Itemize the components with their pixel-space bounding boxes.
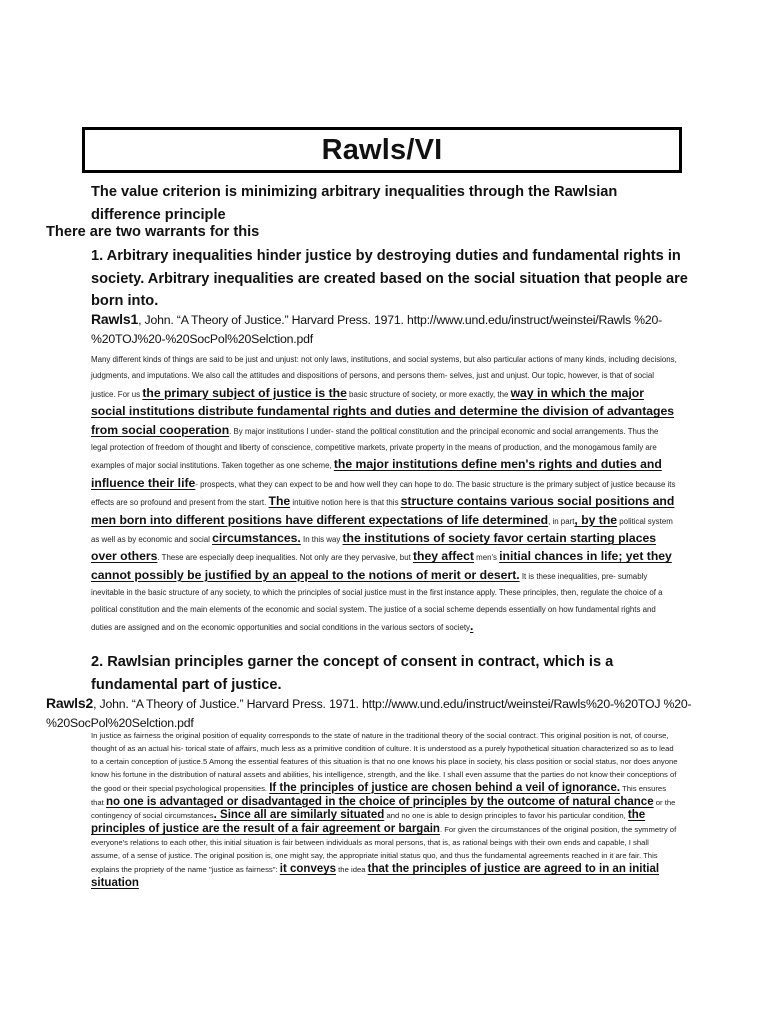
- page-title: Rawls/VI: [321, 133, 443, 166]
- underlined-evidence: it conveys: [279, 863, 337, 876]
- warrant2-cite-text: , John. “A Theory of Justice.” Harvard Press. 1971. http://www.und.edu/instruct/weinstei/Rawls%20-%20TOJ %20-%20SocPol%20Selction.pdf: [46, 697, 692, 730]
- underlined-evidence: the institutions of society favor certain starting places over others: [91, 531, 657, 564]
- warrant1-heading: 1. Arbitrary inequalities hinder justice by destroying duties and fundamental rights in society. Arbitrary inequalities are created based on the social situation that people are born into.: [91, 248, 688, 309]
- card-text: basic structure of society, or more exactly, the: [346, 389, 511, 399]
- card-text: . These are especially deep inequalities. Not only are they pervasive, but: [157, 553, 413, 563]
- warrants-intro: There are two warrants for this: [46, 224, 260, 240]
- warrant1-card: [91, 352, 677, 637]
- underlined-evidence: that the principles of justice are agreed to in an initial situation: [91, 863, 660, 889]
- warrant2-card: [91, 730, 679, 891]
- card-text: political system as well as by economic and social: [91, 516, 673, 545]
- underlined-evidence: The: [268, 494, 291, 509]
- card-text: It is these inequalities, pre- sumably inevitable in the basic structure of any society, to which the principles of social justice must in the first instance apply. These principles, then, regulate the choice of a political constitution and the main elements of the economic and social system. The justice of a social scheme depends essentially on how fundamental rights and duties are assigned and on the economic opportunities and social conditions in the various sectors of society: [91, 571, 663, 633]
- title-box: [82, 127, 682, 173]
- card-text: Many different kinds of things are said to be just and unjust: not only laws, institutions, and social systems, but also particular actions of many kinds, including decisions, judgments, and imputations. We also call the attitudes and dispositions of persons, and persons them- selves, just and unjust. Our topic, however, is that of social justice. For us: [91, 355, 677, 399]
- card-text: . For given the circumstances of the original position, the symmetry of everyone's relations to each other, this initial situation is fair between individuals as moral persons, that is, as rational beings with their own ends and capable, I shall assume, of a sense of justice. The original position is, one might say, the appropriate initial status quo, and thus the fundamental agreements reached in it are fair. This explains the propriety of the name "justice as fairness":: [91, 825, 677, 875]
- underlined-evidence: .: [469, 619, 474, 634]
- underlined-evidence: initial chances in life; yet they cannot possibly be justified by an appeal to the notions of merit or desert.: [91, 549, 672, 582]
- card-text: This ensures that: [91, 783, 667, 807]
- card-text: - prospects, what they can expect to be and how well they can hope to do. The basic structure is the primary subject of justice because its effects are so profound and present from the start.: [91, 479, 676, 508]
- warrant1-cite-tag: Rawls1: [91, 311, 139, 327]
- underlined-evidence: . Since all are similarly situated: [213, 809, 385, 822]
- warrant2-citation: [46, 694, 712, 733]
- card-text: In this way: [300, 535, 343, 545]
- underlined-evidence: the primary subject of justice is the: [142, 385, 347, 400]
- value-criterion: The value criterion is minimizing arbitrary inequalities through the Rawlsian difference principle: [91, 184, 618, 223]
- card-text: the idea: [336, 865, 368, 875]
- card-text: In justice as fairness the original position of equality corresponds to the state of nature in the traditional theory of the social contract. This original position is not, of course, thought of as an actual his- torical state of affairs, much less as a primitive condition of culture. It is understood as a purely hypothetical situation characterized so as to lead to a certain conception of justice.5 Among the essential features of this situation is that no one knows his place in society, his class position or social status, nor does anyone know his fortune in the distribution of natural assets and abilities, his intelligence, strength, and the like. I shall even assume that the parties do not know their conceptions of the good or their special psychological propensities.: [91, 731, 678, 793]
- card-text: men's: [473, 553, 500, 563]
- underlined-evidence: the major institutions define men's rights and duties and influence their life: [91, 457, 662, 490]
- underlined-evidence: structure contains various social positions and men born into different positions have different expectations of life determined: [91, 494, 675, 527]
- warrant1-citation: [91, 310, 691, 349]
- underlined-evidence: way in which the major social institutions distribute fundamental rights and duties and determine the division of advantages from social cooperation: [91, 385, 675, 437]
- card-text: intuitive notion here is that this: [290, 498, 401, 508]
- underlined-evidence: , by the: [574, 512, 618, 527]
- underlined-evidence: they affect: [412, 549, 474, 564]
- warrant1-cite-text: , John. “A Theory of Justice.” Harvard Press. 1971. http://www.und.edu/instruct/weinstei/Rawls %20-%20TOJ%20-%20SocPol%20Selction.pdf: [91, 313, 663, 346]
- warrant2-cite-tag: Rawls2: [46, 695, 94, 711]
- warrant2-heading: 2. Rawlsian principles garner the concept of consent in contract, which is a fundamental part of justice.: [91, 654, 614, 693]
- underlined-evidence: circumstances.: [212, 531, 301, 546]
- card-text: . By major institutions I under- stand the political constitution and the principal economic and social arrangements. Thus the legal protection of freedom of thought and liberty of conscience, competitive markets, private property in the means of production, and the monogamous family are examples of major social institutions. Taken together as one scheme,: [91, 426, 659, 471]
- card-text: and no one is able to design principles to favor his particular condition,: [384, 811, 628, 821]
- card-text: , in part: [548, 516, 575, 526]
- underlined-evidence: If the principles of justice are chosen behind a veil of ignorance.: [269, 781, 621, 794]
- underlined-evidence: the principles of justice are the result of a fair agreement or bargain: [91, 809, 646, 836]
- underlined-evidence: no one is advantaged or disadvantaged in the choice of principles by the outcome of natural chance: [105, 795, 654, 808]
- card-text: or the contingency of social circumstances: [91, 797, 676, 821]
